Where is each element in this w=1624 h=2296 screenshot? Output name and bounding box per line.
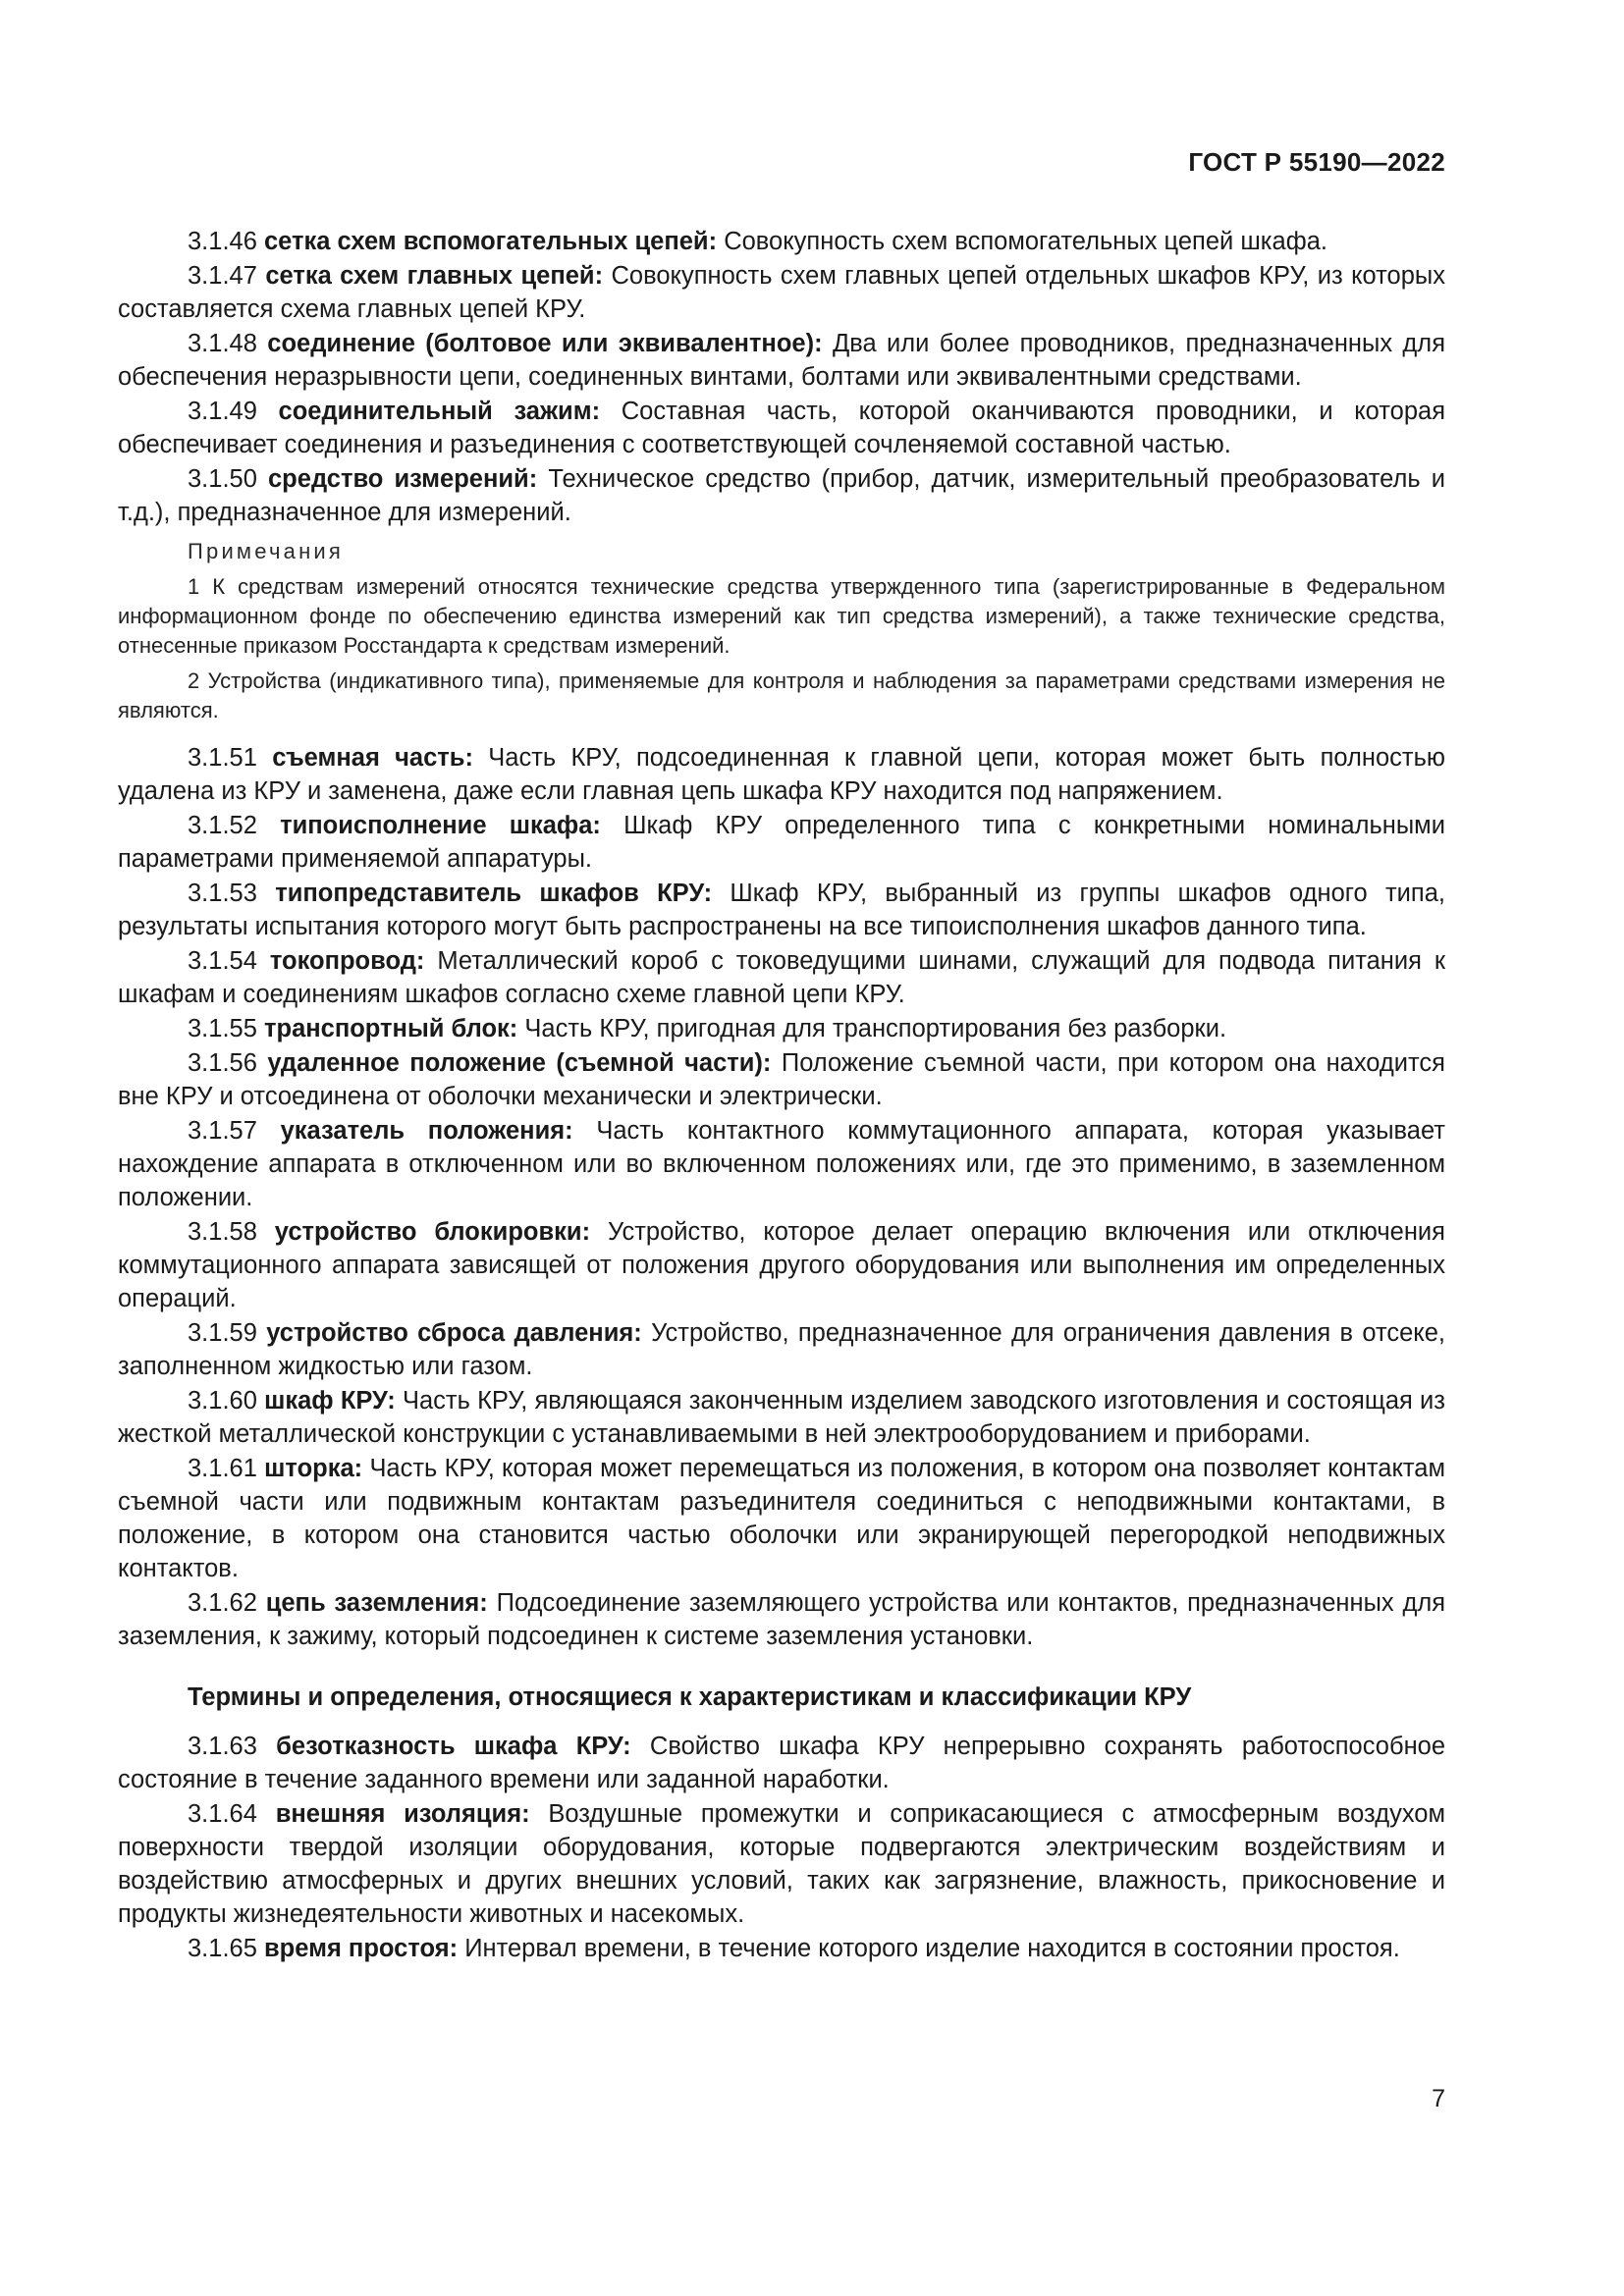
- notes-title: Примечания: [188, 539, 345, 563]
- term-definition: Шкаф КРУ, выбранный из группы шкафов одного типа, результаты испытания которого могут быть распространены на все типоисполнения шкафов данного типа.: [118, 880, 1445, 940]
- term-definition: Устройство, предназначенное для ограничения давления в отсеке, заполненном жидкостью или газом.: [118, 1319, 1445, 1380]
- term-entry: [118, 395, 1445, 461]
- term-number: 3.1.62: [188, 1589, 257, 1617]
- term-name: сетка схем вспомогательных цепей:: [264, 228, 718, 255]
- term-name: типоисполнение шкафа:: [280, 812, 601, 839]
- term-entry: [118, 809, 1445, 876]
- term-entry: [118, 327, 1445, 394]
- term-name: цепь заземления:: [265, 1589, 488, 1617]
- term-entry: [118, 225, 1445, 258]
- term-number: 3.1.48: [188, 330, 257, 357]
- term-name: шкаф КРУ:: [264, 1387, 396, 1415]
- term-number: 3.1.49: [188, 398, 257, 425]
- term-name: средство измерений:: [268, 465, 538, 493]
- term-definition: Шкаф КРУ определенного типа с конкретными номинальными параметрами применяемой аппаратуры.: [118, 812, 1445, 873]
- term-number: 3.1.56: [188, 1049, 257, 1077]
- term-number: 3.1.54: [188, 947, 257, 975]
- term-name: соединение (болтовое или эквивалентное):: [267, 330, 823, 357]
- term-entry: [118, 1452, 1445, 1585]
- term-definition: Устройство, которое делает операцию включения или отключения коммутационного аппарата зависящей от положения другого оборудования или выполнения им определенных операций.: [118, 1218, 1445, 1312]
- term-number: 3.1.51: [188, 744, 257, 772]
- term-name: соединительный зажим:: [278, 398, 601, 425]
- section-heading: Термины и определения, относящиеся к характеристикам и классификации КРУ: [188, 1683, 1192, 1711]
- term-definition: Совокупность схем вспомогательных цепей шкафа.: [724, 228, 1327, 255]
- term-number: 3.1.61: [188, 1455, 257, 1482]
- term-number: 3.1.59: [188, 1319, 257, 1347]
- term-definition: Часть КРУ, подсоединенная к главной цепи, которая может быть полностью удалена из КРУ и заменена, даже если главная цепь шкафа КРУ находится под напряжением.: [118, 744, 1445, 805]
- page-number: 7: [1432, 2085, 1445, 2112]
- term-entry: [118, 1316, 1445, 1383]
- term-definition: Совокупность схем главных цепей отдельных шкафов КРУ, из которых составляется схема главных цепей КРУ.: [118, 262, 1445, 323]
- term-number: 3.1.55: [188, 1015, 257, 1042]
- term-definition: Свойство шкафа КРУ непрерывно сохранять работоспособное состояние в течение заданного времени или заданной наработки.: [118, 1733, 1446, 1793]
- standard-designation: ГОСТ Р 55190—2022: [1188, 147, 1445, 177]
- note-item: 2 Устройства (индикативного типа), применяемые для контроля и наблюдения за параметрами средствами измерения не являются.: [118, 668, 1445, 722]
- term-name: транспортный блок:: [264, 1015, 518, 1042]
- term-definition: Подсоединение заземляющего устройства или контактов, предназначенных для заземления, к зажиму, который подсоединен к системе заземления установки.: [118, 1589, 1446, 1650]
- term-entry: [118, 1012, 1445, 1045]
- term-number: 3.1.58: [188, 1218, 257, 1246]
- term-definition: Техническое средство (прибор, датчик, измерительный преобразователь и т.д.), предназначенное для измерений.: [118, 465, 1445, 526]
- term-definition: Часть контактного коммутационного аппарата, которая указывает нахождение аппарата в отключенном или во включенном положениях или, где это применимо, в заземленном положении.: [118, 1117, 1445, 1211]
- term-entry: [118, 462, 1445, 529]
- term-number: 3.1.50: [188, 465, 257, 493]
- term-definition: Часть КРУ, которая может перемещаться из положения, в котором она позволяет контактам съемной части или подвижным контактам разъединителя соединиться с неподвижными контактами, в положение, в котором она становится частью оболочки или экранирующей перегородкой неподвижных контактов.: [118, 1455, 1446, 1582]
- term-name: время простоя:: [264, 1935, 459, 1962]
- term-number: 3.1.52: [188, 812, 257, 839]
- term-name: внешняя изоляция:: [275, 1800, 530, 1828]
- term-name: токопровод:: [269, 947, 425, 975]
- term-name: шторка:: [264, 1455, 363, 1482]
- term-entry: [118, 944, 1445, 1011]
- term-number: 3.1.47: [188, 262, 257, 290]
- term-number: 3.1.53: [188, 880, 257, 907]
- term-definition: Положение съемной части, при котором она находится вне КРУ и отсоединена от оболочки механически и электрически.: [118, 1049, 1445, 1110]
- term-name: устройство блокировки:: [274, 1218, 591, 1246]
- term-number: 3.1.46: [188, 228, 257, 255]
- term-name: съемная часть:: [272, 744, 473, 772]
- term-number: 3.1.63: [188, 1733, 257, 1760]
- term-entry: [118, 1046, 1445, 1113]
- term-name: устройство сброса давления:: [266, 1319, 642, 1347]
- term-entry: [118, 1730, 1445, 1796]
- term-definition: Воздушные промежутки и соприкасающиеся с атмосферным воздухом поверхности твердой изоляции оборудования, которые подвергаются электрическим воздействиям и воздействию атмосферных и других внешних условий, таких как загрязнение, влажность, прикосновение и продукты жизнедеятельности животных и насекомых.: [118, 1800, 1445, 1928]
- term-name: удаленное положение (съемной части):: [267, 1049, 772, 1077]
- term-entry: [118, 1586, 1445, 1653]
- term-name: типопредставитель шкафов КРУ:: [275, 880, 713, 907]
- term-definition: Составная часть, которой оканчиваются проводники, и которая обеспечивает соединения и разъединения с соответствующей сочленяемой составной частью.: [118, 398, 1446, 458]
- term-entry: [118, 1932, 1445, 1965]
- term-entry: [118, 1384, 1445, 1451]
- term-name: указатель положения:: [280, 1117, 573, 1145]
- term-entry: [118, 259, 1445, 326]
- term-definition: Часть КРУ, пригодная для транспортирования без разборки.: [524, 1015, 1227, 1042]
- term-name: сетка схем главных цепей:: [265, 262, 604, 290]
- term-number: 3.1.60: [188, 1387, 257, 1415]
- term-number: 3.1.65: [188, 1935, 257, 1962]
- term-entry: [118, 1797, 1445, 1931]
- term-definition: Интервал времени, в течение которого изделие находится в состоянии простоя.: [464, 1935, 1400, 1962]
- page-body: [118, 225, 1445, 1965]
- term-number: 3.1.64: [188, 1800, 257, 1828]
- term-entry: [118, 1215, 1445, 1315]
- term-entry: [118, 1114, 1445, 1214]
- term-definition: Металлический короб с токоведущими шинами, служащий для подвода питания к шкафам и соединениям шкафов согласно схеме главной цепи КРУ.: [118, 947, 1445, 1008]
- term-definition: Два или более проводников, предназначенных для обеспечения неразрывности цепи, соединенных винтами, болтами или эквивалентными средствами.: [118, 330, 1445, 391]
- term-name: безотказность шкафа КРУ:: [276, 1733, 631, 1760]
- term-entry: [118, 877, 1445, 943]
- term-entry: [118, 741, 1445, 808]
- note-item: 1 К средствам измерений относятся технические средства утвержденного типа (зарегистрированные в Федеральном информационном фонде по обеспечению единства измерений как тип средства измерений), а также технические средства, отнесенные приказом Росстандарта к средствам измерений.: [118, 574, 1445, 658]
- term-definition: Часть КРУ, являющаяся законченным изделием заводского изготовления и состоящая из жесткой металлической конструкции с устанавливаемыми в ней электрооборудованием и приборами.: [118, 1387, 1445, 1448]
- term-number: 3.1.57: [188, 1117, 257, 1145]
